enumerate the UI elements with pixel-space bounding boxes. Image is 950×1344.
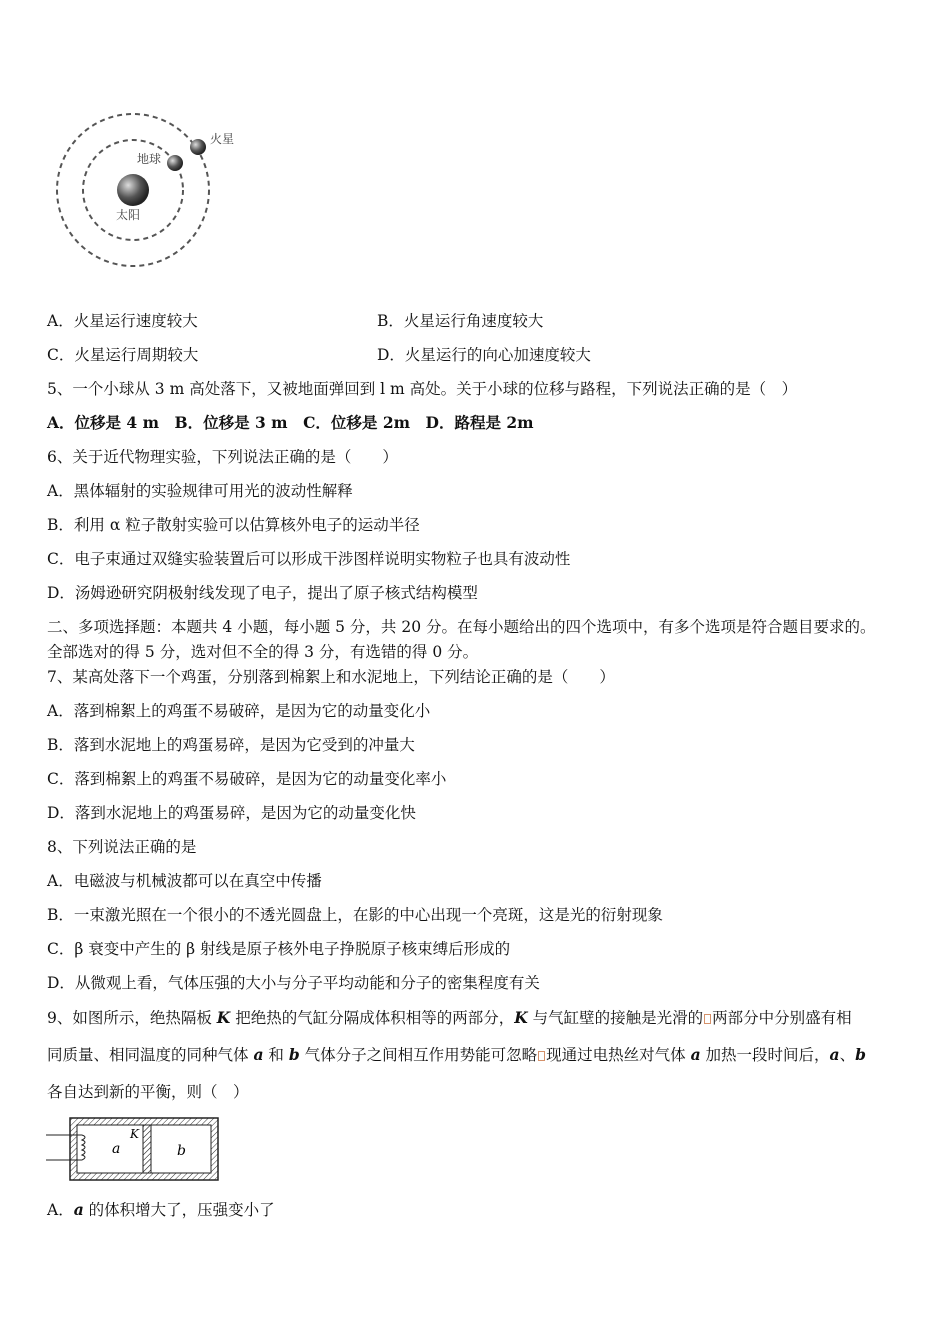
fig-label-b: b xyxy=(177,1143,186,1159)
q4-option-a: A．火星运行速度较大 xyxy=(47,312,198,330)
section2-heading-line1: 二、多项选择题：本题共 4 小题，每小题 5 分，共 20 分。在每小题给出的四个选项中，有多个选项是符合题目要求的。 xyxy=(47,618,876,636)
fig-label-a: a xyxy=(112,1141,121,1157)
q4-option-b: B．火星运行角速度较大 xyxy=(377,312,544,330)
q8-option-b: B．一束激光照在一个很小的不透光圆盘上，在影的中心出现一个亮斑，这是光的衍射现象 xyxy=(47,906,663,924)
partition-k xyxy=(143,1125,151,1173)
q8-stem: 8、下列说法正确的是 xyxy=(47,838,197,856)
inline-mark-icon xyxy=(538,1051,545,1061)
q6-option-a: A．黑体辐射的实验规律可用光的波动性解释 xyxy=(47,482,353,500)
section2-heading-line2: 全部选对的得 5 分，选对但不全的得 3 分，有选错的得 0 分。 xyxy=(47,643,479,661)
q9-stem-line2: 同质量、相同温度的同种气体 a 和 b 气体分子之间相互作用势能可忽略 现通过电热丝对气体 a 加热一段时间后，a、b xyxy=(47,1045,866,1064)
cylinder-diagram xyxy=(46,1116,226,1184)
q8-option-c: C．β 衰变中产生的 β 射线是原子核外电子挣脱原子核束缚后形成的 xyxy=(47,940,511,958)
q9-stem-line1: 9、如图所示，绝热隔板 K 把绝热的气缸分隔成体积相等的两部分，K 与气缸壁的接触是光滑的 两部分中分别盛有相 xyxy=(47,1008,852,1027)
earth-label: 地球 xyxy=(137,152,162,166)
q7-stem: 7、某高处落下一个鸡蛋，分别落到棉絮上和水泥地上，下列结论正确的是（ ） xyxy=(47,668,615,686)
orbit-diagram xyxy=(50,105,250,275)
q7-option-a: A．落到棉絮上的鸡蛋不易破碎，是因为它的动量变化小 xyxy=(47,702,431,720)
inline-mark-icon xyxy=(704,1014,711,1024)
q9-stem-line3: 各自达到新的平衡，则（ ） xyxy=(47,1083,249,1101)
q7-option-d: D．落到水泥地上的鸡蛋易碎，是因为它的动量变化快 xyxy=(47,804,416,822)
earth-circle xyxy=(167,155,183,171)
q6-option-c: C．电子束通过双缝实验装置后可以形成干涉图样说明实物粒子也具有波动性 xyxy=(47,550,571,568)
q7-option-c: C．落到棉絮上的鸡蛋不易破碎，是因为它的动量变化率小 xyxy=(47,770,447,788)
q7-option-b: B．落到水泥地上的鸡蛋易碎，是因为它受到的冲量大 xyxy=(47,736,415,754)
q6-stem: 6、关于近代物理实验，下列说法正确的是（ ） xyxy=(47,448,398,466)
q5-stem: 5、一个小球从 3 m 高处落下，又被地面弹回到 l m 高处。关于小球的位移与路程，下列说法正确的是（ ） xyxy=(47,380,798,398)
q6-option-d: D．汤姆逊研究阴极射线发现了电子，提出了原子核式结构模型 xyxy=(47,584,478,602)
q5-options: A．位移是 4 m B．位移是 3 m C．位移是 2m D．路程是 2m xyxy=(47,413,534,432)
sun-circle xyxy=(117,174,149,206)
q8-option-d: D．从微观上看，气体压强的大小与分子平均动能和分子的密集程度有关 xyxy=(47,974,540,992)
q4-option-c: C．火星运行周期较大 xyxy=(47,346,199,364)
q9-option-a: A．a 的体积增大了，压强变小了 xyxy=(47,1200,275,1219)
q4-option-d: D．火星运行的向心加速度较大 xyxy=(377,346,591,364)
sun-label: 太阳 xyxy=(116,208,141,222)
q6-option-b: B．利用 α 粒子散射实验可以估算核外电子的运动半径 xyxy=(47,516,420,534)
mars-circle xyxy=(190,139,206,155)
q8-option-a: A．电磁波与机械波都可以在真空中传播 xyxy=(47,872,322,890)
mars-label: 火星 xyxy=(210,132,235,146)
fig-label-k: K xyxy=(130,1127,139,1141)
